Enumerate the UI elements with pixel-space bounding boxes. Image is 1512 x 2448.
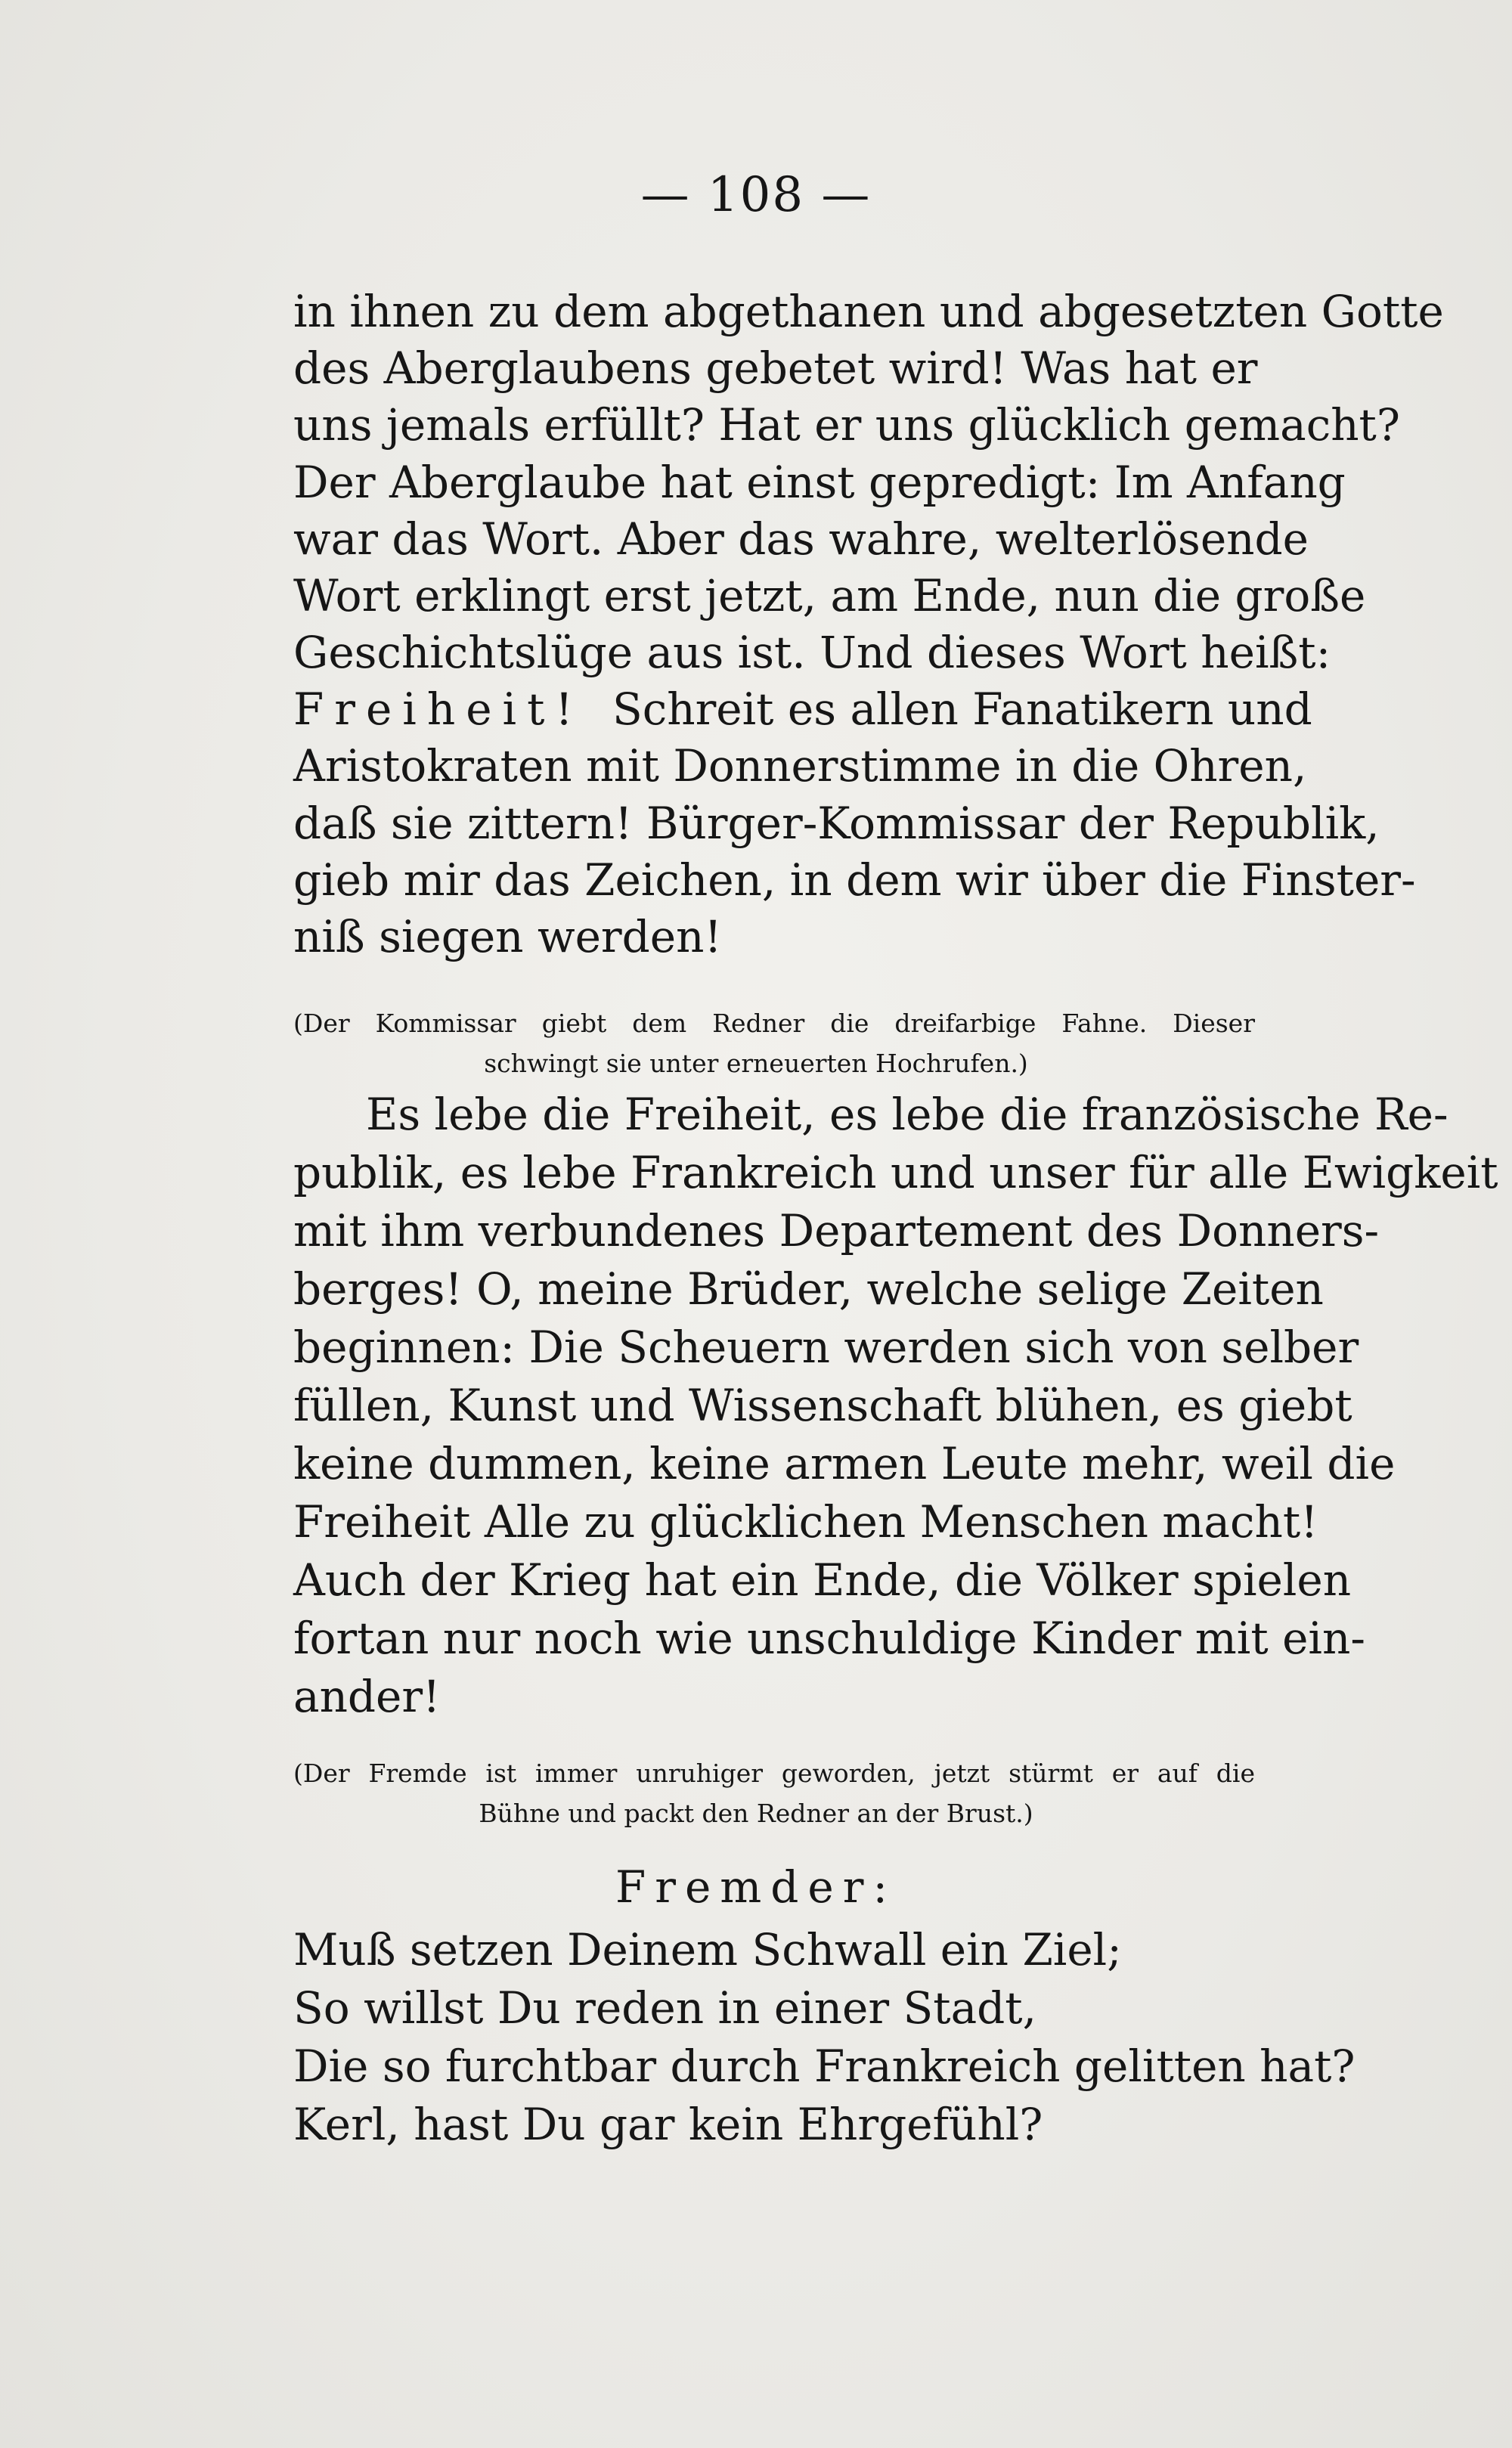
text-line-rest: Schreit es allen Fanatikern und: [612, 683, 1312, 735]
text-line: Es lebe die Freiheit, es lebe die französische Re-: [366, 1089, 1448, 1140]
text-line: keine dummen, keine armen Leute mehr, weil die: [293, 1438, 1396, 1489]
text-line: gieb mir das Zeichen, in dem wir über die Finster-: [293, 854, 1416, 906]
verse-line: Die so furchtbar durch Frankreich gelitten hat?: [293, 2041, 1356, 2092]
text-line: Wort erklingt erst jetzt, am Ende, nun die große: [293, 570, 1366, 621]
text-line: daß sie zittern! Bürger-Kommissar der Republik,: [293, 798, 1380, 849]
stage-direction: (Der Kommissar giebt dem Redner die dreifarbige Fahne. Dieser: [293, 1009, 1255, 1038]
text-line: niß siegen werden!: [293, 911, 722, 962]
verse-line: So willst Du reden in einer Stadt,: [293, 1982, 1037, 2034]
text-line: in ihnen zu dem abgethanen und abgesetzten Gotte: [293, 286, 1444, 337]
text-line-freiheit: [293, 682, 1312, 736]
text-line: Freiheit Alle zu glücklichen Menschen macht!: [293, 1496, 1318, 1548]
verse-line: Kerl, hast Du gar kein Ehrgefühl?: [293, 2099, 1043, 2150]
text-line: uns jemals erfüllt? Hat er uns glücklich gemacht?: [293, 399, 1400, 451]
text-line: Auch der Krieg hat ein Ende, die Völker spielen: [293, 1554, 1352, 1606]
text-line: beginnen: Die Scheuern werden sich von selber: [293, 1322, 1359, 1373]
text-line: publik, es lebe Frankreich und unser für alle Ewigkeit: [293, 1147, 1498, 1198]
text-line: war das Wort. Aber das wahre, welterlösende: [293, 513, 1309, 565]
page-number: — 108 —: [640, 167, 872, 223]
speaker-name: Fremder:: [615, 1861, 897, 1913]
text-line: Aristokraten mit Donnerstimme in die Ohren,: [293, 740, 1307, 792]
text-line: füllen, Kunst und Wissenschaft blühen, es giebt: [293, 1380, 1352, 1431]
stage-direction: schwingt sie unter erneuerten Hochrufen.): [484, 1049, 1028, 1078]
stage-direction: Bühne und packt den Redner an der Brust.): [479, 1799, 1033, 1828]
text-line: mit ihm verbundenes Departement des Donners-: [293, 1205, 1380, 1257]
freiheit-emphasis: Freiheit!: [293, 683, 584, 735]
text-line: ander!: [293, 1671, 441, 1722]
text-line: berges! O, meine Brüder, welche selige Zeiten: [293, 1263, 1324, 1315]
text-line: fortan nur noch wie unschuldige Kinder mit ein-: [293, 1613, 1365, 1664]
verse-line: Muß setzen Deinem Schwall ein Ziel;: [293, 1924, 1122, 1975]
text-line: Der Aberglaube hat einst gepredigt: Im Anfang: [293, 457, 1346, 508]
text-line: Geschichtslüge aus ist. Und dieses Wort heißt:: [293, 627, 1331, 678]
stage-direction: (Der Fremde ist immer unruhiger geworden, jetzt stürmt er auf die: [293, 1759, 1255, 1788]
text-line: des Aberglaubens gebetet wird! Was hat er: [293, 342, 1258, 394]
